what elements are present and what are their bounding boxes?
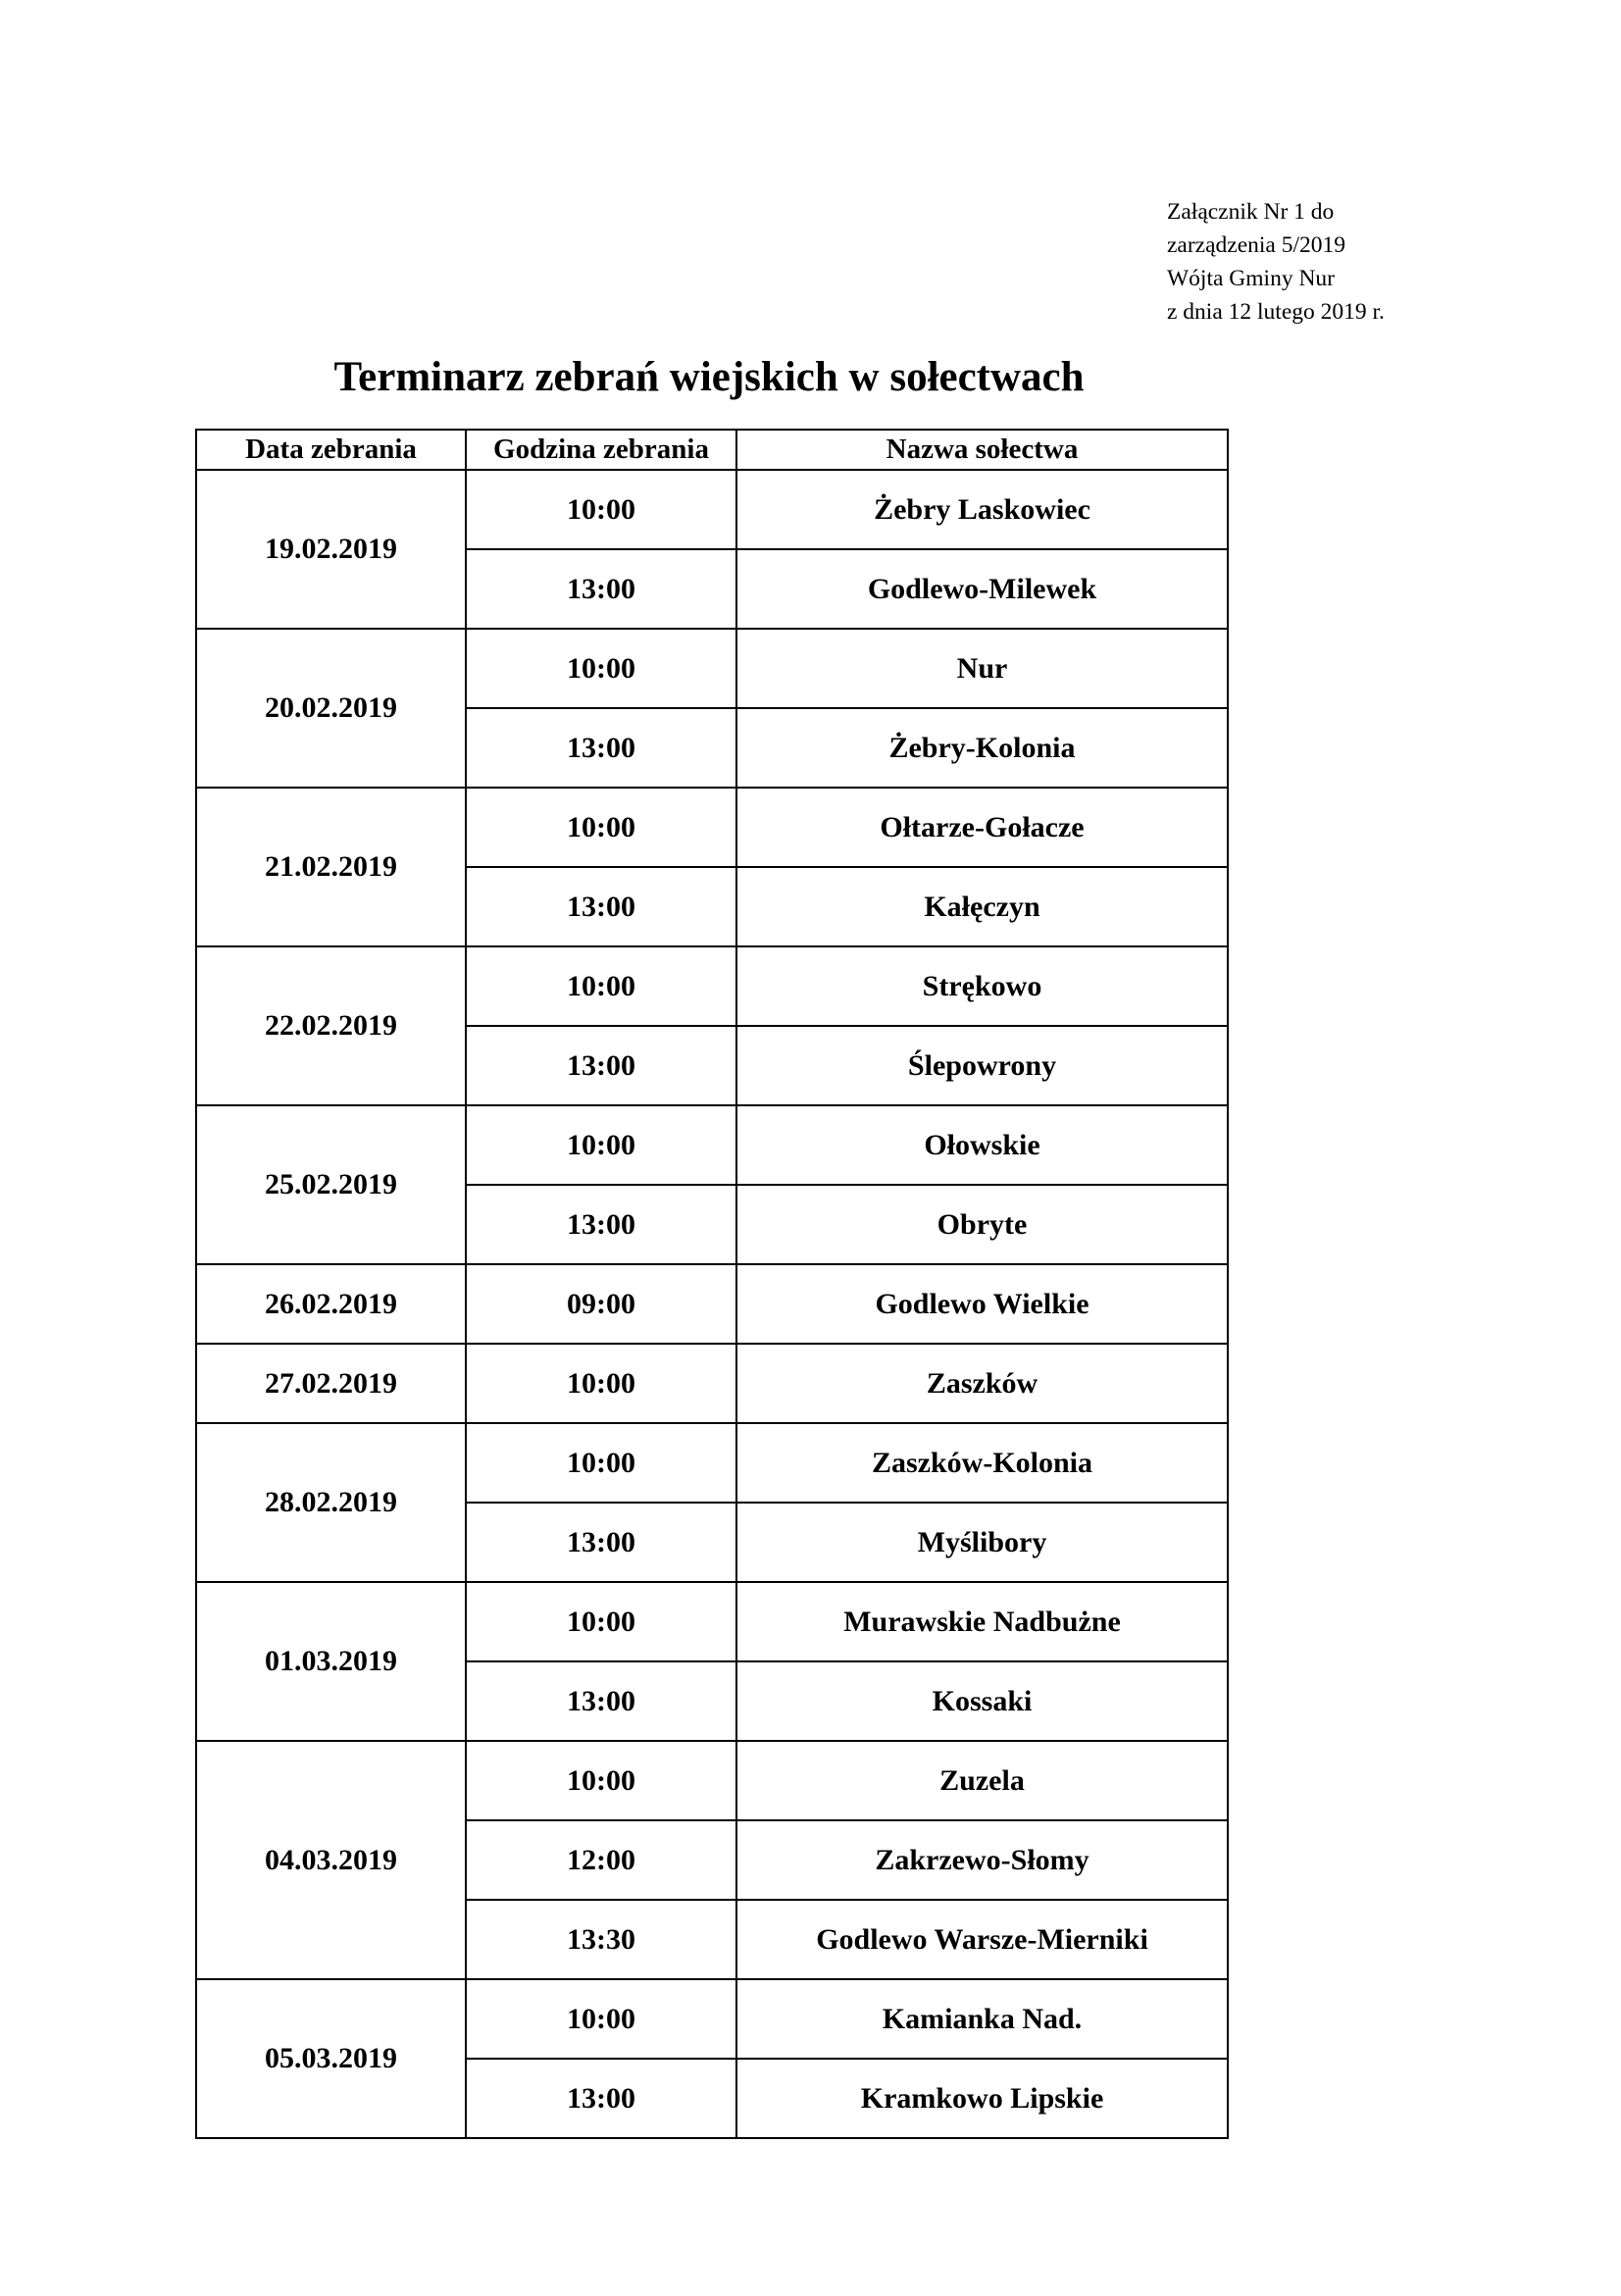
table-row (196, 1105, 1228, 1185)
village-name-cell: Żebry-Kolonia (736, 708, 1228, 788)
header-time: Godzina zebrania (466, 430, 736, 470)
meeting-time-cell: 10:00 (466, 1582, 736, 1661)
table-header-row (196, 430, 1228, 470)
village-name-cell: Godlewo-Milewek (736, 549, 1228, 629)
village-name-cell: Żebry Laskowiec (736, 470, 1228, 549)
village-name-cell: Myślibory (736, 1503, 1228, 1582)
meeting-time-cell: 10:00 (466, 1979, 736, 2059)
meeting-time-cell: 09:00 (466, 1264, 736, 1344)
annex-line-1: Załącznik Nr 1 do (1167, 199, 1335, 225)
meeting-time-cell: 12:00 (466, 1820, 736, 1900)
village-name-cell: Ślepowrony (736, 1026, 1228, 1105)
village-name-cell: Zakrzewo-Słomy (736, 1820, 1228, 1900)
meeting-date-cell: 25.02.2019 (196, 1105, 466, 1264)
meeting-date-cell: 20.02.2019 (196, 629, 466, 788)
meeting-time-cell: 13:00 (466, 1026, 736, 1105)
document-title: Terminarz zebrań wiejskich w sołectwach (333, 354, 1085, 400)
village-name-cell: Ołtarze-Gołacze (736, 788, 1228, 867)
meeting-time-cell: 10:00 (466, 1105, 736, 1185)
village-name-cell: Godlewo Warsze-Mierniki (736, 1900, 1228, 1979)
meeting-date-cell: 21.02.2019 (196, 788, 466, 946)
table-row (196, 1979, 1228, 2059)
meeting-date-cell: 22.02.2019 (196, 946, 466, 1105)
annex-line-2: zarządzenia 5/2019 (1167, 232, 1346, 258)
village-name-cell: Zaszków (736, 1344, 1228, 1423)
meeting-schedule-table (195, 429, 1229, 2139)
village-name-cell: Obryte (736, 1185, 1228, 1264)
table-row (196, 946, 1228, 1026)
meeting-time-cell: 13:00 (466, 549, 736, 629)
meeting-time-cell: 10:00 (466, 1741, 736, 1820)
table-row (196, 1344, 1228, 1423)
header-name: Nazwa sołectwa (736, 430, 1228, 470)
table-row (196, 788, 1228, 867)
meeting-date-cell: 05.03.2019 (196, 1979, 466, 2138)
header-date: Data zebrania (196, 430, 466, 470)
table-row (196, 629, 1228, 708)
village-name-cell: Kossaki (736, 1661, 1228, 1741)
village-name-cell: Godlewo Wielkie (736, 1264, 1228, 1344)
meeting-time-cell: 13:00 (466, 1503, 736, 1582)
table-row (196, 1264, 1228, 1344)
village-name-cell: Kamianka Nad. (736, 1979, 1228, 2059)
meeting-time-cell: 10:00 (466, 946, 736, 1026)
meeting-time-cell: 10:00 (466, 470, 736, 549)
table-row (196, 1741, 1228, 1820)
table-row (196, 1582, 1228, 1661)
meeting-date-cell: 01.03.2019 (196, 1582, 466, 1741)
meeting-date-cell: 28.02.2019 (196, 1423, 466, 1582)
meeting-time-cell: 13:00 (466, 867, 736, 946)
table-row (196, 470, 1228, 549)
village-name-cell: Zaszków-Kolonia (736, 1423, 1228, 1503)
village-name-cell: Kałęczyn (736, 867, 1228, 946)
meeting-time-cell: 13:00 (466, 1185, 736, 1264)
meeting-time-cell: 13:00 (466, 1661, 736, 1741)
village-name-cell: Ołowskie (736, 1105, 1228, 1185)
annex-line-4: z dnia 12 lutego 2019 r. (1167, 299, 1385, 325)
meeting-date-cell: 19.02.2019 (196, 470, 466, 629)
annex-line-3: Wójta Gminy Nur (1167, 266, 1335, 291)
table-body (196, 470, 1228, 2138)
meeting-time-cell: 10:00 (466, 1344, 736, 1423)
meeting-time-cell: 10:00 (466, 788, 736, 867)
village-name-cell: Strękowo (736, 946, 1228, 1026)
meeting-date-cell: 26.02.2019 (196, 1264, 466, 1344)
table-row (196, 1423, 1228, 1503)
village-name-cell: Nur (736, 629, 1228, 708)
village-name-cell: Zuzela (736, 1741, 1228, 1820)
annex-note (1167, 195, 1385, 329)
meeting-time-cell: 13:00 (466, 2059, 736, 2138)
meeting-time-cell: 13:00 (466, 708, 736, 788)
meeting-time-cell: 13:30 (466, 1900, 736, 1979)
village-name-cell: Murawskie Nadbużne (736, 1582, 1228, 1661)
meeting-date-cell: 27.02.2019 (196, 1344, 466, 1423)
meeting-time-cell: 10:00 (466, 1423, 736, 1503)
village-name-cell: Kramkowo Lipskie (736, 2059, 1228, 2138)
meeting-date-cell: 04.03.2019 (196, 1741, 466, 1979)
meeting-time-cell: 10:00 (466, 629, 736, 708)
